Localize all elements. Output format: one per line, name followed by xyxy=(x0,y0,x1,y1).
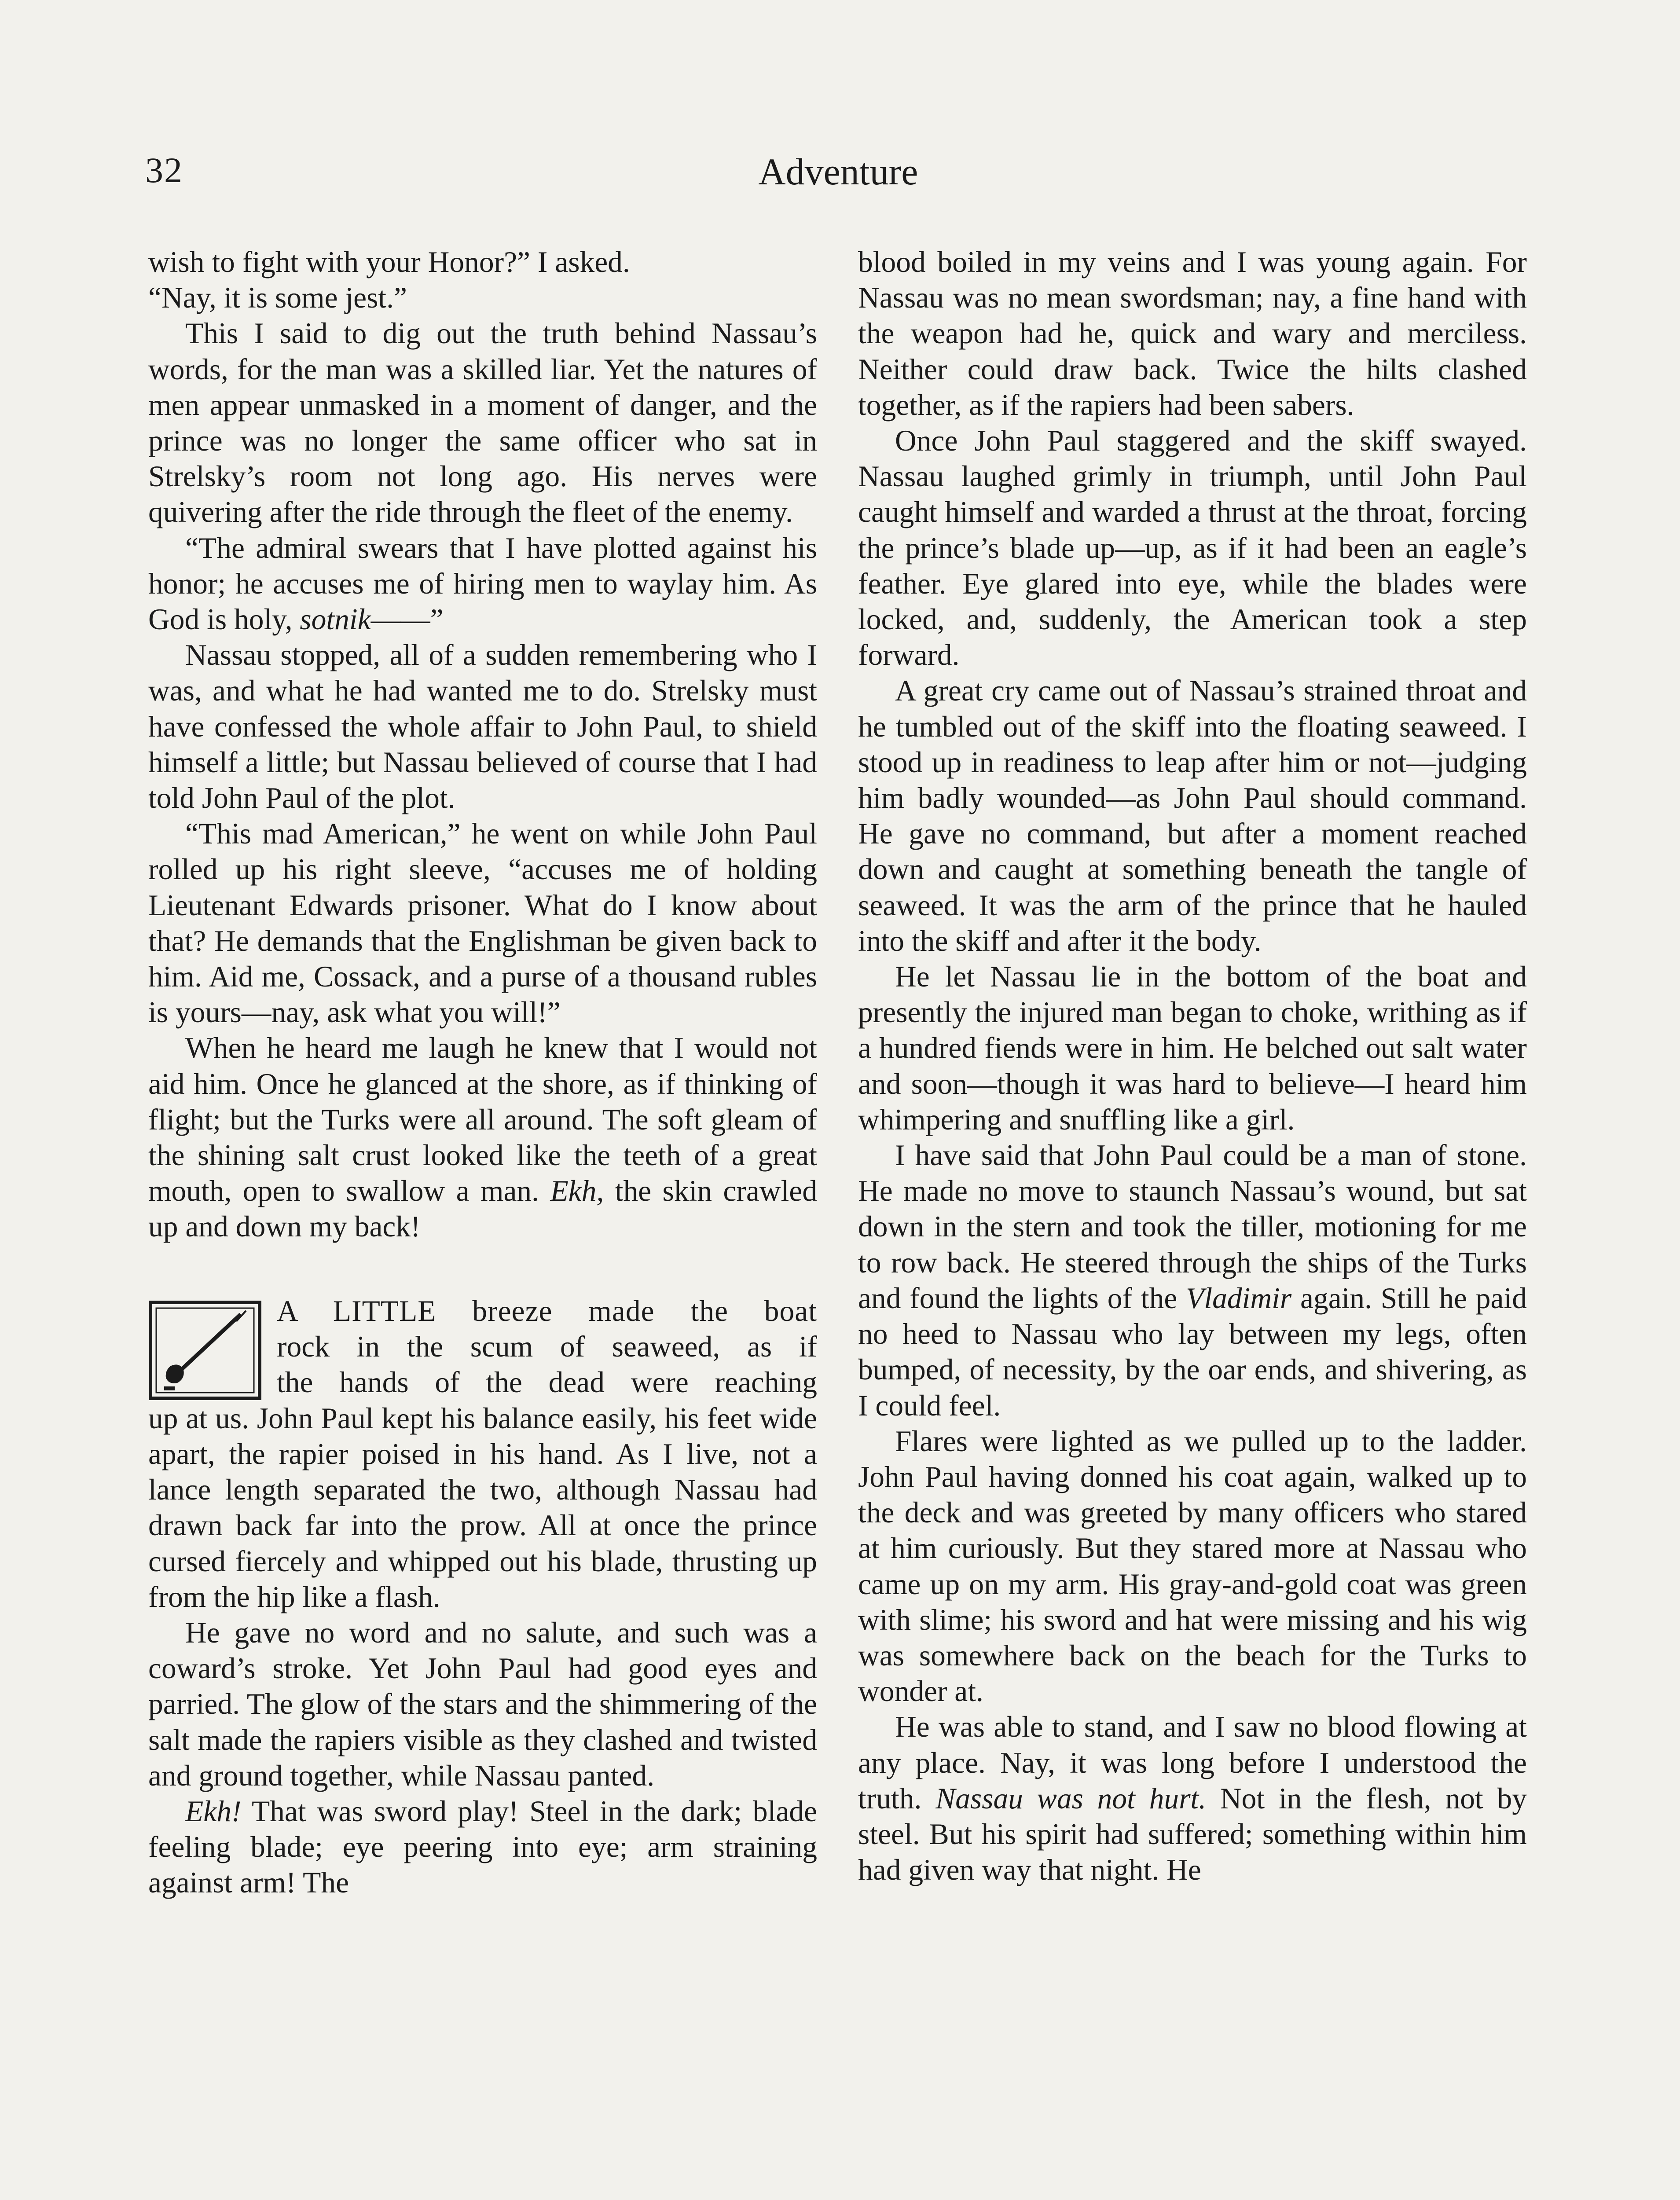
paragraph: Ekh! That was sword play! Steel in the dark; blade feeling blade; eye peering into eye; arm straining against arm! The xyxy=(148,1794,818,1899)
italic-phrase: Nassau was not hurt. xyxy=(935,1782,1207,1815)
running-title: Adventure xyxy=(758,150,918,193)
italic-word: Ekh, xyxy=(550,1174,604,1208)
paragraph: This I said to dig out the truth behind Nassau’s words, for the man was a skilled liar. Yet the natures of men appear unmasked in a moment of danger, and the prince was no longer the same officer who sat in Strelsky’s room not long ago. His nerves were quivering after the ride through the fleet of the enemy. xyxy=(148,317,817,529)
decorative-initial-icon xyxy=(148,1300,262,1401)
right-column xyxy=(858,244,1527,1888)
paragraph: He was able to stand, and I saw no blood flowing at any place. Nay, it was long before I understood the truth. Nassau was not hurt. Not in the flesh, not by steel. But his spirit had suffered; something within him had given way that night. He xyxy=(858,1710,1527,1887)
paragraph: blood boiled in my veins and I was young again. For Nassau was no mean swordsman; nay, a fine hand with the weapon had he, quick and wary and merciless. Neither could draw back. Twice the hilts clashed together, as if the rapiers had been sabers. xyxy=(858,246,1527,422)
paragraph: Once John Paul staggered and the skiff swayed. Nassau laughed grimly in triumph, until John Paul caught himself and warded a thrust at the throat, forcing the prince’s blade up—up, as if it had been an eagle’s feather. Eye glared into eye, while the blades were locked, and, suddenly, the American took a step forward. xyxy=(858,424,1527,672)
paragraph: Nassau stopped, all of a sudden remembering who I was, and what he had wanted me to do. Strelsky must have confessed the whole affair to John Paul, to shield himself a little; but Nassau believed of course that I had told John Paul of the plot. xyxy=(148,638,817,815)
paragraph: A great cry came out of Nassau’s strained throat and he tumbled out of the skiff into the floating seaweed. I stood up in readiness to leap after him or not—judging him badly wounded—as John Paul should command. He gave no command, but after a moment reached down and caught at something beneath the tangle of seaweed. It was the arm of the prince that he hauled into the skiff and after it the body. xyxy=(858,674,1527,957)
section-opening xyxy=(148,1293,817,1615)
paragraph: Flares were lighted as we pulled up to the ladder. John Paul having donned his coat again, walked up to the deck and was greeted by many officers who stared at him curiously. But they stared more at Nassau who came up on my arm. His gray-and-gold coat was green with slime; his sword and hat were missing and his wig was somewhere back on the beach for the Turks to wonder at. xyxy=(858,1424,1527,1708)
paragraph: up at us. John Paul kept his balance easily, his feet wide apart, the rapier poised in his hand. As I live, not a lance length separated the two, although Nassau had drawn back far into the prow. All at once the prince cursed fiercely and whipped out his blade, thrusting up from the hip like a flash. xyxy=(148,1401,817,1613)
page-number: 32 xyxy=(145,150,183,190)
text-line: rock in the scum of seaweed, as if xyxy=(277,1330,817,1363)
text-line: A LITTLE breeze made the boat xyxy=(277,1294,817,1327)
paragraph: wish to fight with your Honor?” I asked. xyxy=(148,246,630,279)
ship-name: Vladimir xyxy=(1186,1281,1292,1315)
paragraph: “The admiral swears that I have plotted against his honor; he accuses me of hiring men to waylay him. As God is holy, sotnik——” xyxy=(148,531,817,636)
paragraph: When he heard me laugh he knew that I would not aid him. Once he glanced at the shore, as if thinking of flight; but the Turks were all around. The soft gleam of the shining salt crust looked like the teeth of a great mouth, open to swallow a man. Ekh, the skin crawled up and down my back! xyxy=(148,1031,818,1243)
text-line: the hands of the dead were reaching xyxy=(277,1366,817,1399)
page-header xyxy=(145,150,1531,216)
left-column xyxy=(148,244,817,1901)
paragraph: “This mad American,” he went on while John Paul rolled up his right sleeve, “accuses me of holding Lieutenant Edwards prisoner. What do I know about that? He demands that the Englishman be given back to him. Aid me, Cossack, and a purse of a thousand rubles is yours—nay, ask what you will!” xyxy=(148,817,817,1029)
paragraph: He gave no word and no salute, and such was a coward’s stroke. Yet John Paul had good eyes and parried. The glow of the stars and the shimmering of the salt made the rapiers visible as they clashed and twisted and ground together, while Nassau panted. xyxy=(148,1616,817,1792)
italic-word: sotnik xyxy=(300,603,371,636)
section-break xyxy=(148,1245,817,1293)
paragraph: He let Nassau lie in the bottom of the boat and presently the injured man began to choke, writhing as if a hundred fiends were in him. He belched out salt water and soon—though it was hard to believe—I heard him whimpering and snuffling like a girl. xyxy=(858,960,1527,1136)
paragraph: “Nay, it is some jest.” xyxy=(148,281,407,315)
italic-word: Ekh! xyxy=(185,1794,242,1828)
paragraph: I have said that John Paul could be a man of stone. He made no move to staunch Nassau’s wound, but sat down in the stern and took the tiller, motioning for me to row back. He steered through the ships of the Turks and found the lights of the Vladimir again. Still he paid no heed to Nassau who lay between my legs, often bumped, of necessity, by the oar ends, and shivering, as I could feel. xyxy=(858,1139,1527,1422)
